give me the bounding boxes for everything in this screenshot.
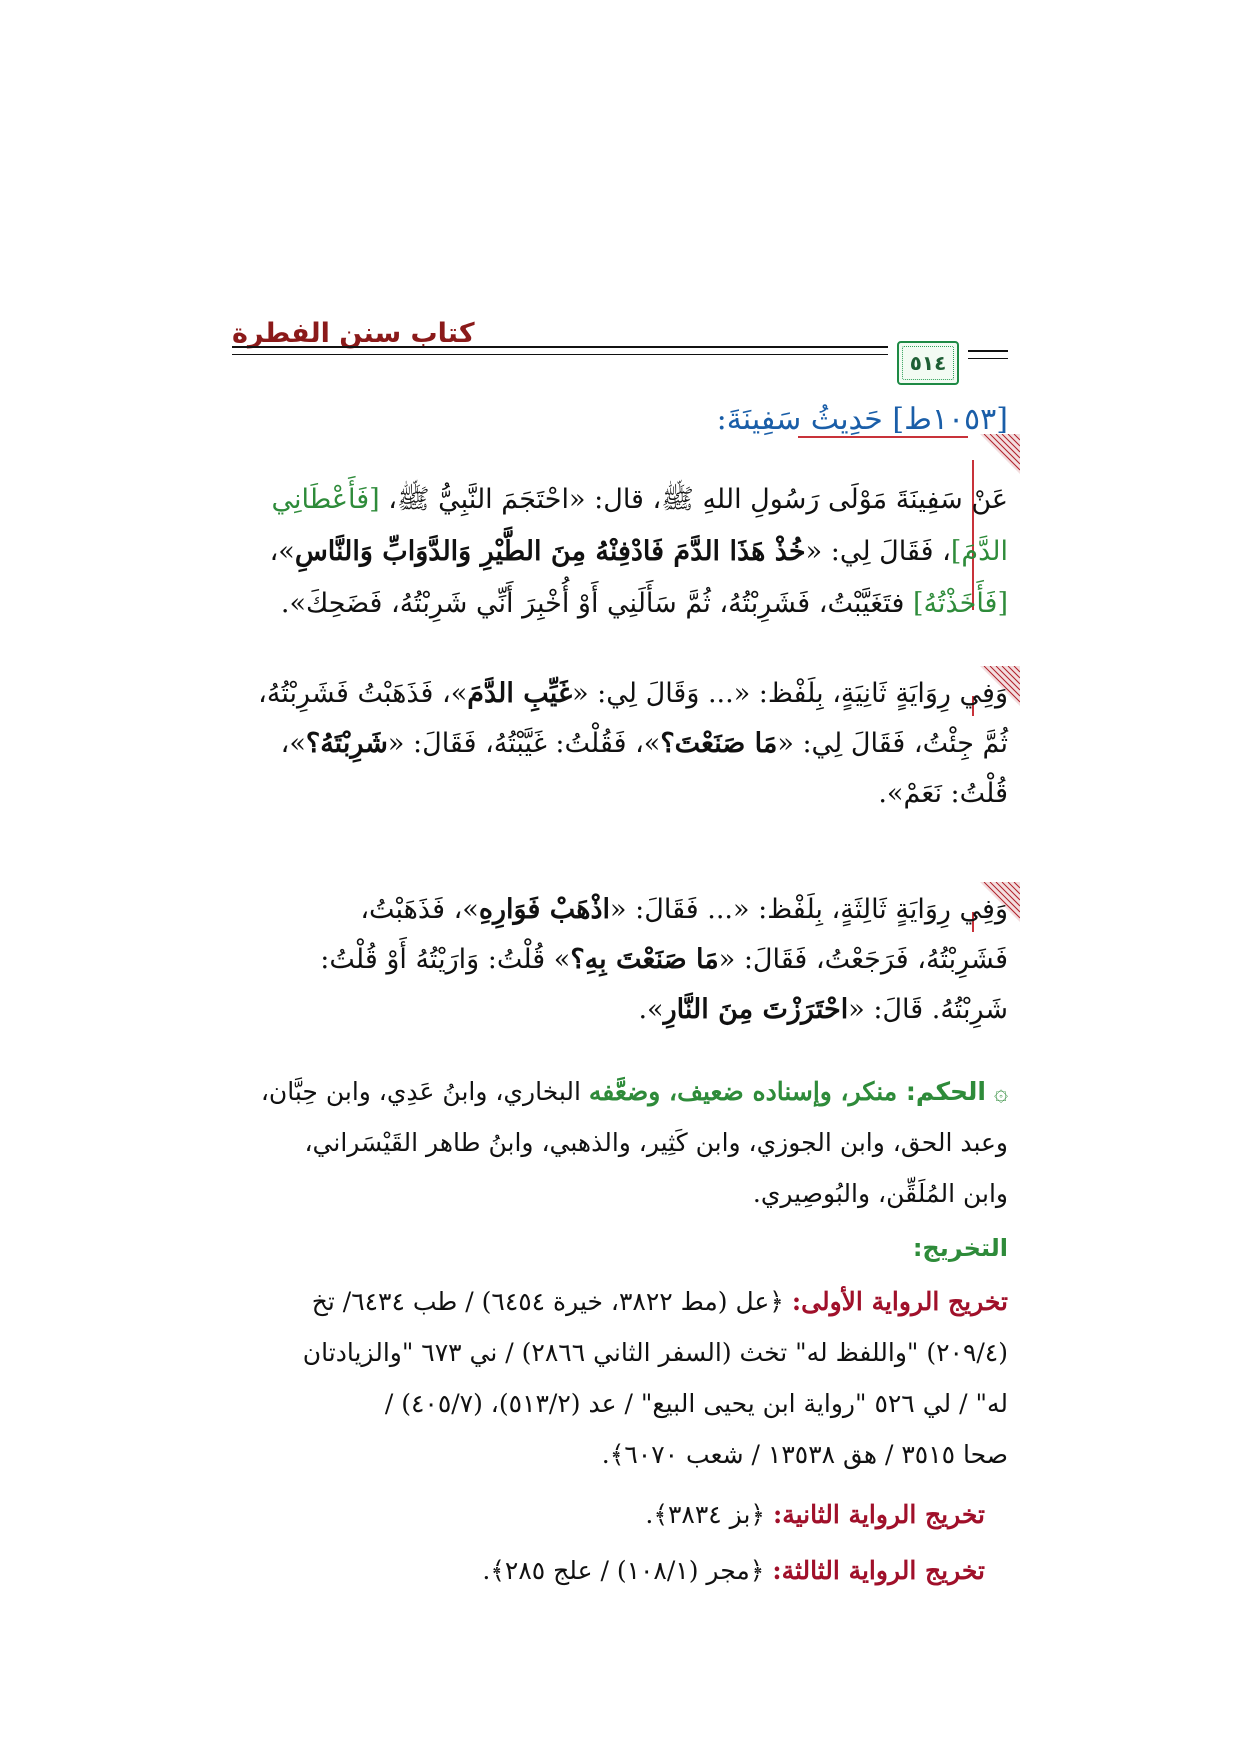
header-rule-2 bbox=[232, 354, 888, 355]
takhrij-text: له" / لي ٥٢٦ "رواية ابن يحيى البيع" / عد (٥١٣/٢)، (٤٠٥/٧) / bbox=[384, 1389, 1008, 1418]
takhrij-text: ﴿بز ٣٨٣٤﴾. bbox=[645, 1500, 773, 1529]
narration-block-2 bbox=[224, 666, 1008, 856]
narration-line bbox=[320, 946, 1008, 973]
takhrij-text: ﴿عل (مط ٣٨٢٢، خيرة ٦٤٥٤) / طب ٦٤٣٤/ تخ bbox=[311, 1287, 792, 1316]
narration-block-1 bbox=[224, 434, 1008, 624]
header-rule-right bbox=[968, 350, 1008, 352]
text-run: قُلْتُ: نَعَمْ». bbox=[878, 778, 1008, 809]
book-title: كتاب سنن الفطرة bbox=[232, 318, 475, 349]
text-run: فَشَرِبْتُهُ، فَرَجَعْتُ، فَقَالَ: « bbox=[718, 944, 1008, 975]
text-run: »، bbox=[269, 536, 295, 567]
text-run: ، فَقَالَ لِي: « bbox=[805, 536, 951, 567]
text-run: ثُمَّ جِئْتُ، فَقَالَ لِي: « bbox=[777, 728, 1008, 759]
narration-top-rule bbox=[798, 436, 968, 438]
text-run: »، bbox=[280, 728, 306, 759]
ruling-ornament-icon: ۞ bbox=[993, 1078, 1008, 1106]
text-run: »، فَقُلْتُ: غَيَّبْتُهُ، فَقَالَ: « bbox=[387, 728, 661, 759]
takhrij-line bbox=[482, 1556, 985, 1585]
ruling-line bbox=[304, 1128, 1008, 1157]
prophetic-speech: شَرِبْتَهُ؟ bbox=[305, 728, 388, 759]
takhrij-line bbox=[645, 1500, 985, 1529]
narration-line bbox=[878, 780, 1008, 807]
prophetic-speech: مَا صَنَعْتَ؟ bbox=[660, 728, 778, 759]
hadith-title: [١٠٥٣ط] حَدِيثُ سَفِينَةَ: bbox=[716, 402, 1008, 437]
text-run: عَنْ سَفِينَةَ مَوْلَى رَسُولِ اللهِ ﷺ، قال: «احْتَجَمَ النَّبِيُّ ﷺ، bbox=[379, 484, 1008, 515]
text-run: »، فَذَهَبْتُ فَشَرِبْتُهُ، bbox=[258, 678, 468, 709]
ruling-verdict: منكر، وإسناده ضعيف، وضعَّفه bbox=[588, 1077, 906, 1106]
takhrij-line bbox=[312, 1287, 1008, 1316]
takhrij-line bbox=[303, 1338, 1008, 1367]
text-run: شَرِبْتُهُ. قَالَ: « bbox=[848, 994, 1008, 1025]
takhrij-label-1: تخريج الرواية الأولى: bbox=[791, 1287, 1008, 1316]
prophetic-speech: غَيِّبِ الدَّمَ bbox=[467, 678, 573, 709]
prophetic-speech: اذْهَبْ فَوَارِهِ bbox=[478, 894, 611, 925]
takhrij-label-3: تخريج الرواية الثالثة: bbox=[772, 1556, 985, 1585]
corner-ornament-icon bbox=[980, 434, 1020, 474]
narration-line bbox=[281, 730, 1008, 757]
narration-line bbox=[638, 996, 1008, 1023]
takhrij-line bbox=[602, 1440, 1008, 1469]
ruling-text: البخاري، وابنُ عَدِي، وابن حِبَّان، bbox=[260, 1077, 589, 1106]
text-run: وَفِي رِوَايَةٍ ثَانِيَةٍ، بِلَفْظ: «... وَقَالَ لِي: « bbox=[572, 678, 1008, 709]
text-run: »، فَذَهَبْتُ، bbox=[360, 894, 479, 925]
narration-line bbox=[258, 680, 1008, 707]
ruling-line bbox=[261, 1077, 1008, 1106]
ruling-label: الحكم: bbox=[905, 1077, 986, 1106]
text-run: وَفِي رِوَايَةٍ ثَالِثَةٍ، بِلَفْظ: «... فَقَالَ: « bbox=[610, 894, 1008, 925]
header-rule bbox=[232, 346, 888, 348]
text-run: فتَغَيَّبْتُ، فَشَرِبْتُهُ، ثُمَّ سَأَلَنِي أَوْ أُخْبِرَ أَنِّي شَرِبْتُهُ، فَضَحِكَ». bbox=[280, 588, 913, 619]
ruling-text: وعبد الحق، وابن الجوزي، وابن كَثِير، والذهبي، وابنُ طاهر القَيْسَراني، bbox=[304, 1128, 1008, 1157]
prophetic-speech: مَا صَنَعْتَ بِهِ؟ bbox=[570, 944, 719, 975]
page-number-text: ٥١٤ bbox=[909, 351, 947, 375]
takhrij-text: ﴿مجر (١٠٨/١) / علج ٢٨٥﴾. bbox=[482, 1556, 773, 1585]
takhrij-text: (٢٠٩/٤) "واللفظ له" تخث (السفر الثاني ٢٨٦٦) / ني ٦٧٣ "والزيادتان bbox=[302, 1338, 1008, 1367]
addition-text: [فَأَخَذْتُهُ] bbox=[912, 588, 1008, 619]
addition-text: [فَأَعْطَانِي bbox=[271, 484, 380, 515]
header-rule-right-2 bbox=[968, 358, 1008, 359]
narration-line bbox=[360, 896, 1008, 923]
addition-text: الدَّمَ] bbox=[950, 536, 1008, 567]
text-run: » قُلْتُ: وَارَيْتُهُ أَوْ قُلْتُ: bbox=[320, 944, 571, 975]
narration-line bbox=[271, 486, 1008, 513]
ruling-text: وابن المُلَقِّن، والبُوصِيري. bbox=[752, 1179, 1008, 1208]
prophetic-speech: احْتَرَزْتَ مِنَ النَّارِ bbox=[663, 994, 849, 1025]
page-number bbox=[897, 341, 959, 385]
takhrij-heading: التخريج: bbox=[912, 1234, 1008, 1262]
text-run: ». bbox=[638, 994, 664, 1025]
narration-block-3 bbox=[224, 882, 1008, 1072]
narration-line bbox=[281, 590, 1008, 617]
ruling-line bbox=[753, 1179, 1008, 1208]
prophetic-speech: خُذْ هَذَا الدَّمَ فَادْفِنْهُ مِنَ الطَّيْرِ وَالدَّوَابِّ وَالنَّاسِ bbox=[294, 536, 806, 567]
narration-line bbox=[270, 538, 1008, 565]
takhrij-label-2: تخريج الرواية الثانية: bbox=[773, 1500, 985, 1529]
takhrij-text: صحا ٣٥١٥ / هق ١٣٥٣٨ / شعب ٦٠٧٠﴾. bbox=[601, 1440, 1008, 1469]
takhrij-line bbox=[385, 1389, 1008, 1418]
